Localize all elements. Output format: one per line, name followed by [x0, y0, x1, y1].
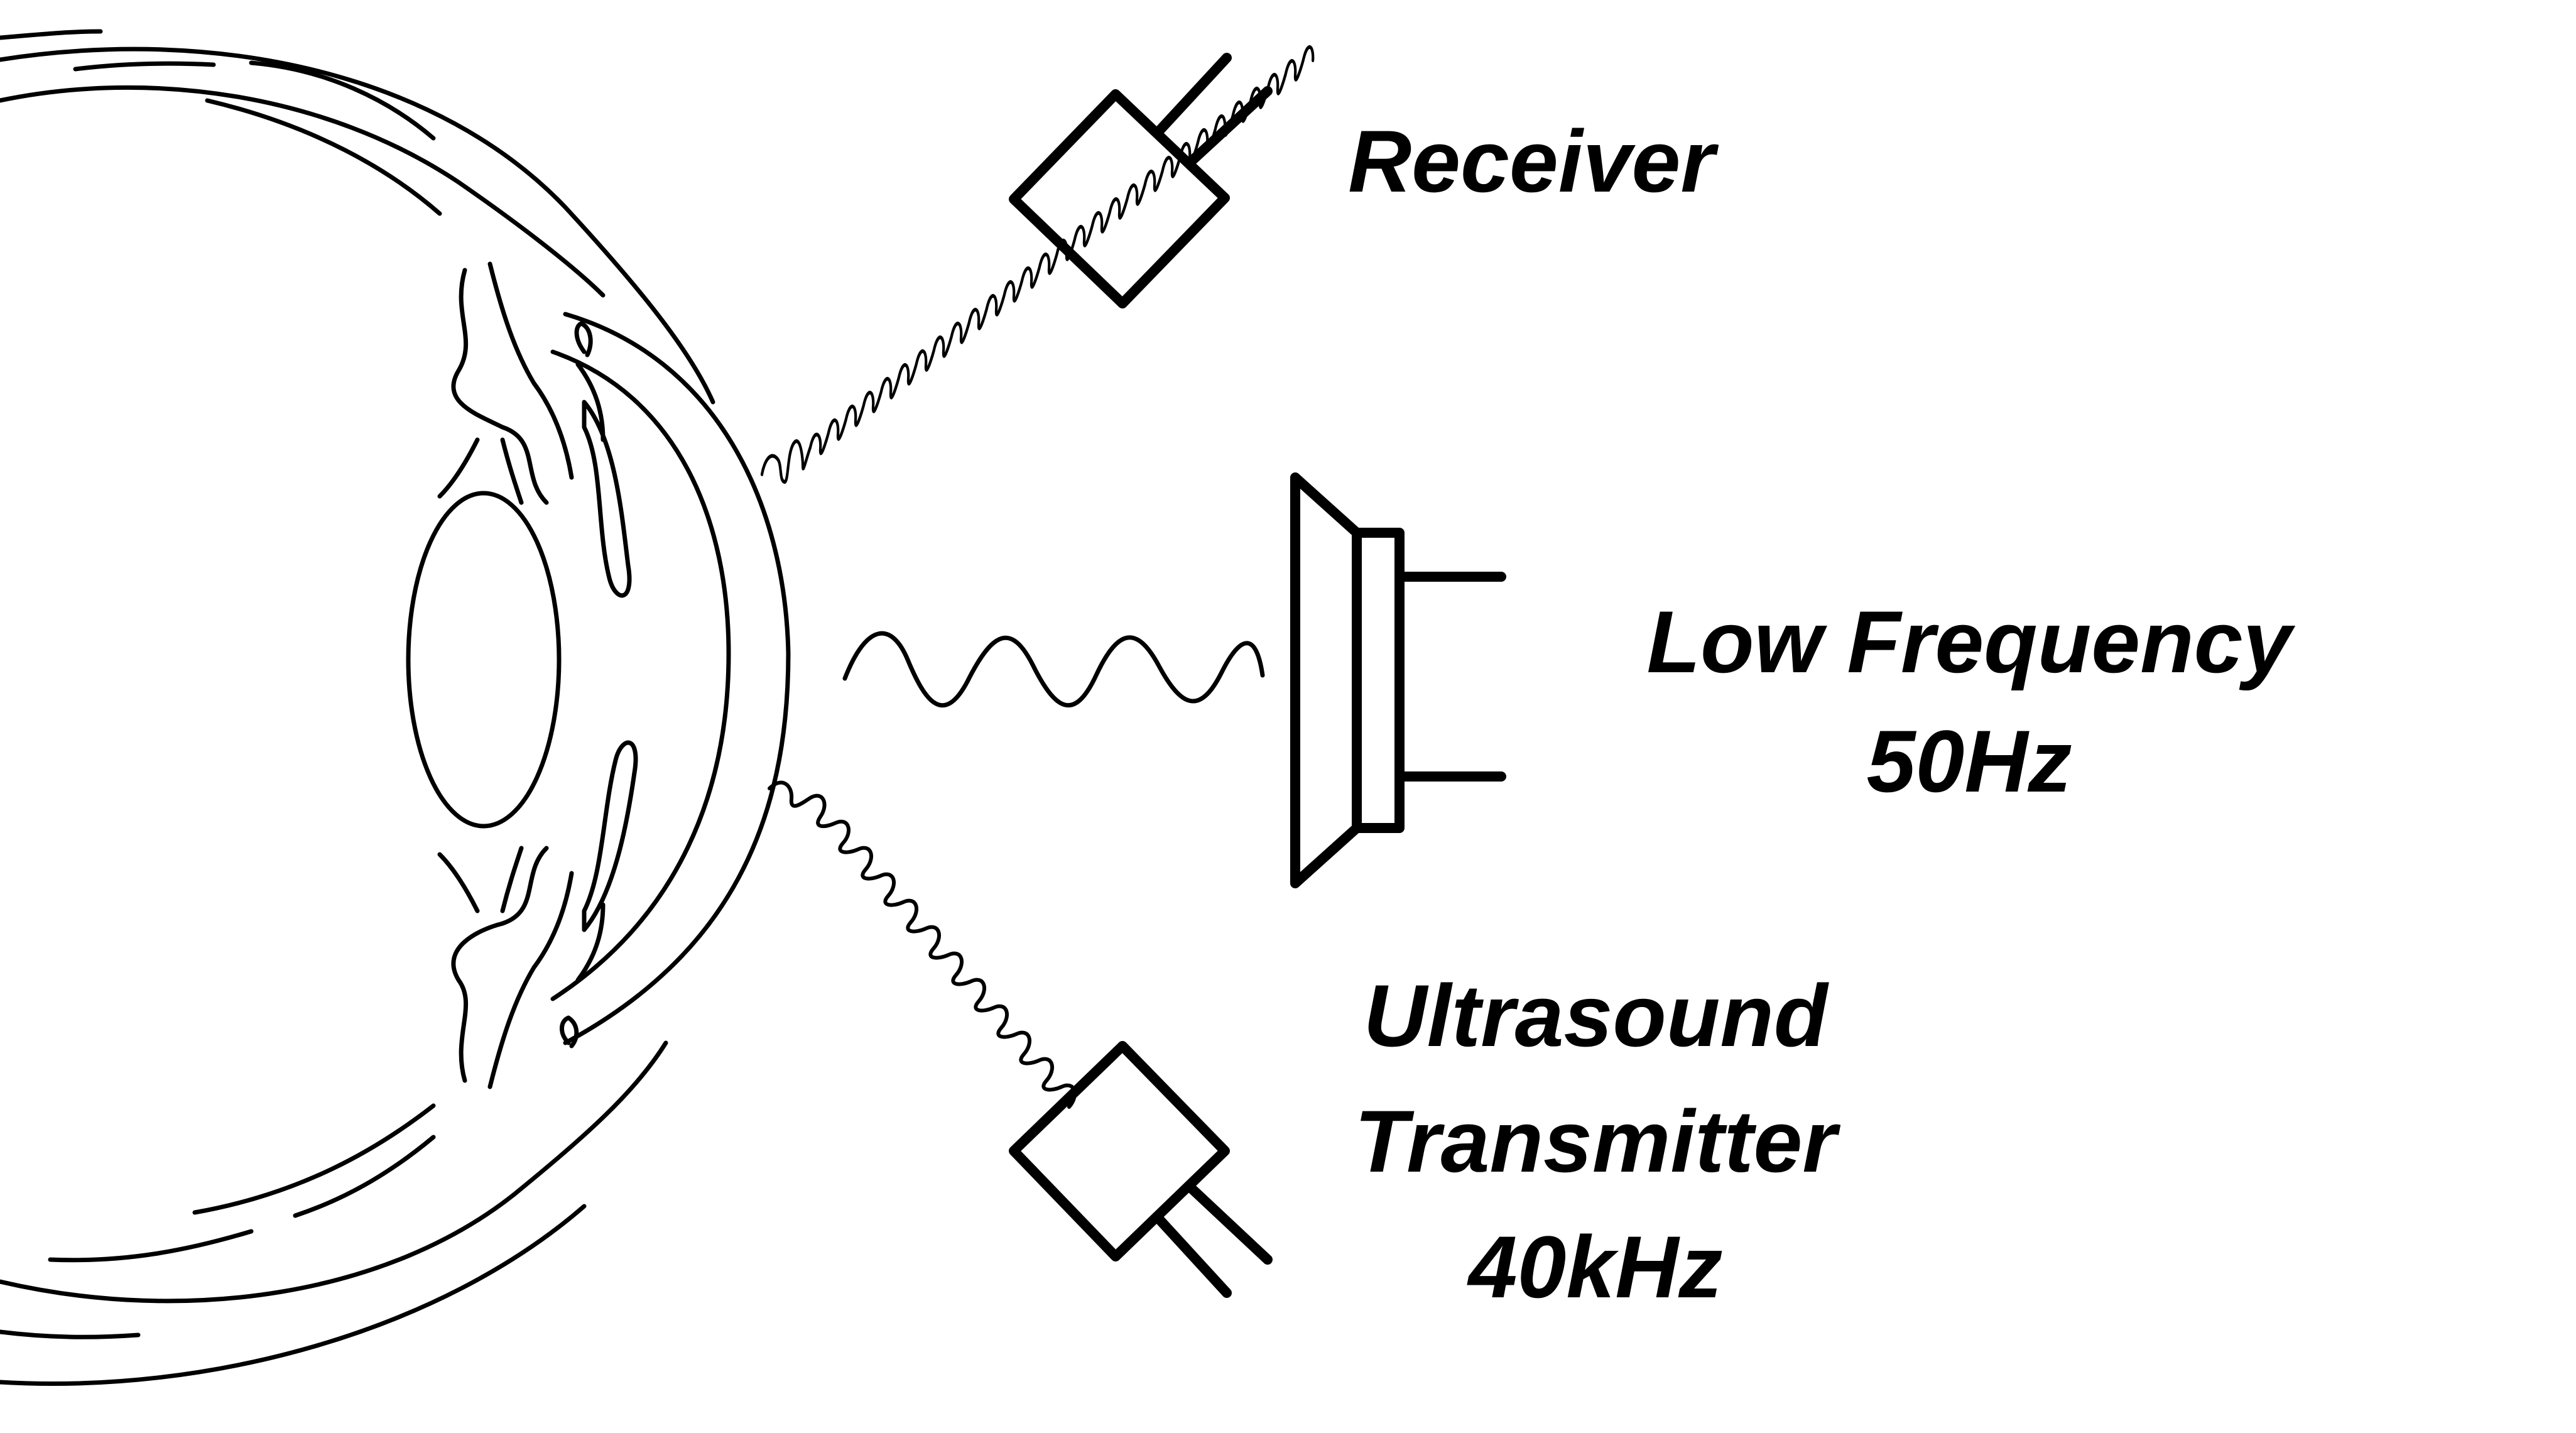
low-frequency-value: 50Hz: [1866, 712, 2072, 810]
receiver-label: Receiver: [1348, 112, 1715, 210]
ultrasound-frequency: 40kHz: [1468, 1218, 1723, 1316]
low-frequency-label: Low Frequency: [1646, 592, 2292, 691]
ultrasound-label-line2: Transmitter: [1354, 1092, 1837, 1191]
ultrasound-label-line1: Ultrasound: [1363, 966, 1828, 1065]
